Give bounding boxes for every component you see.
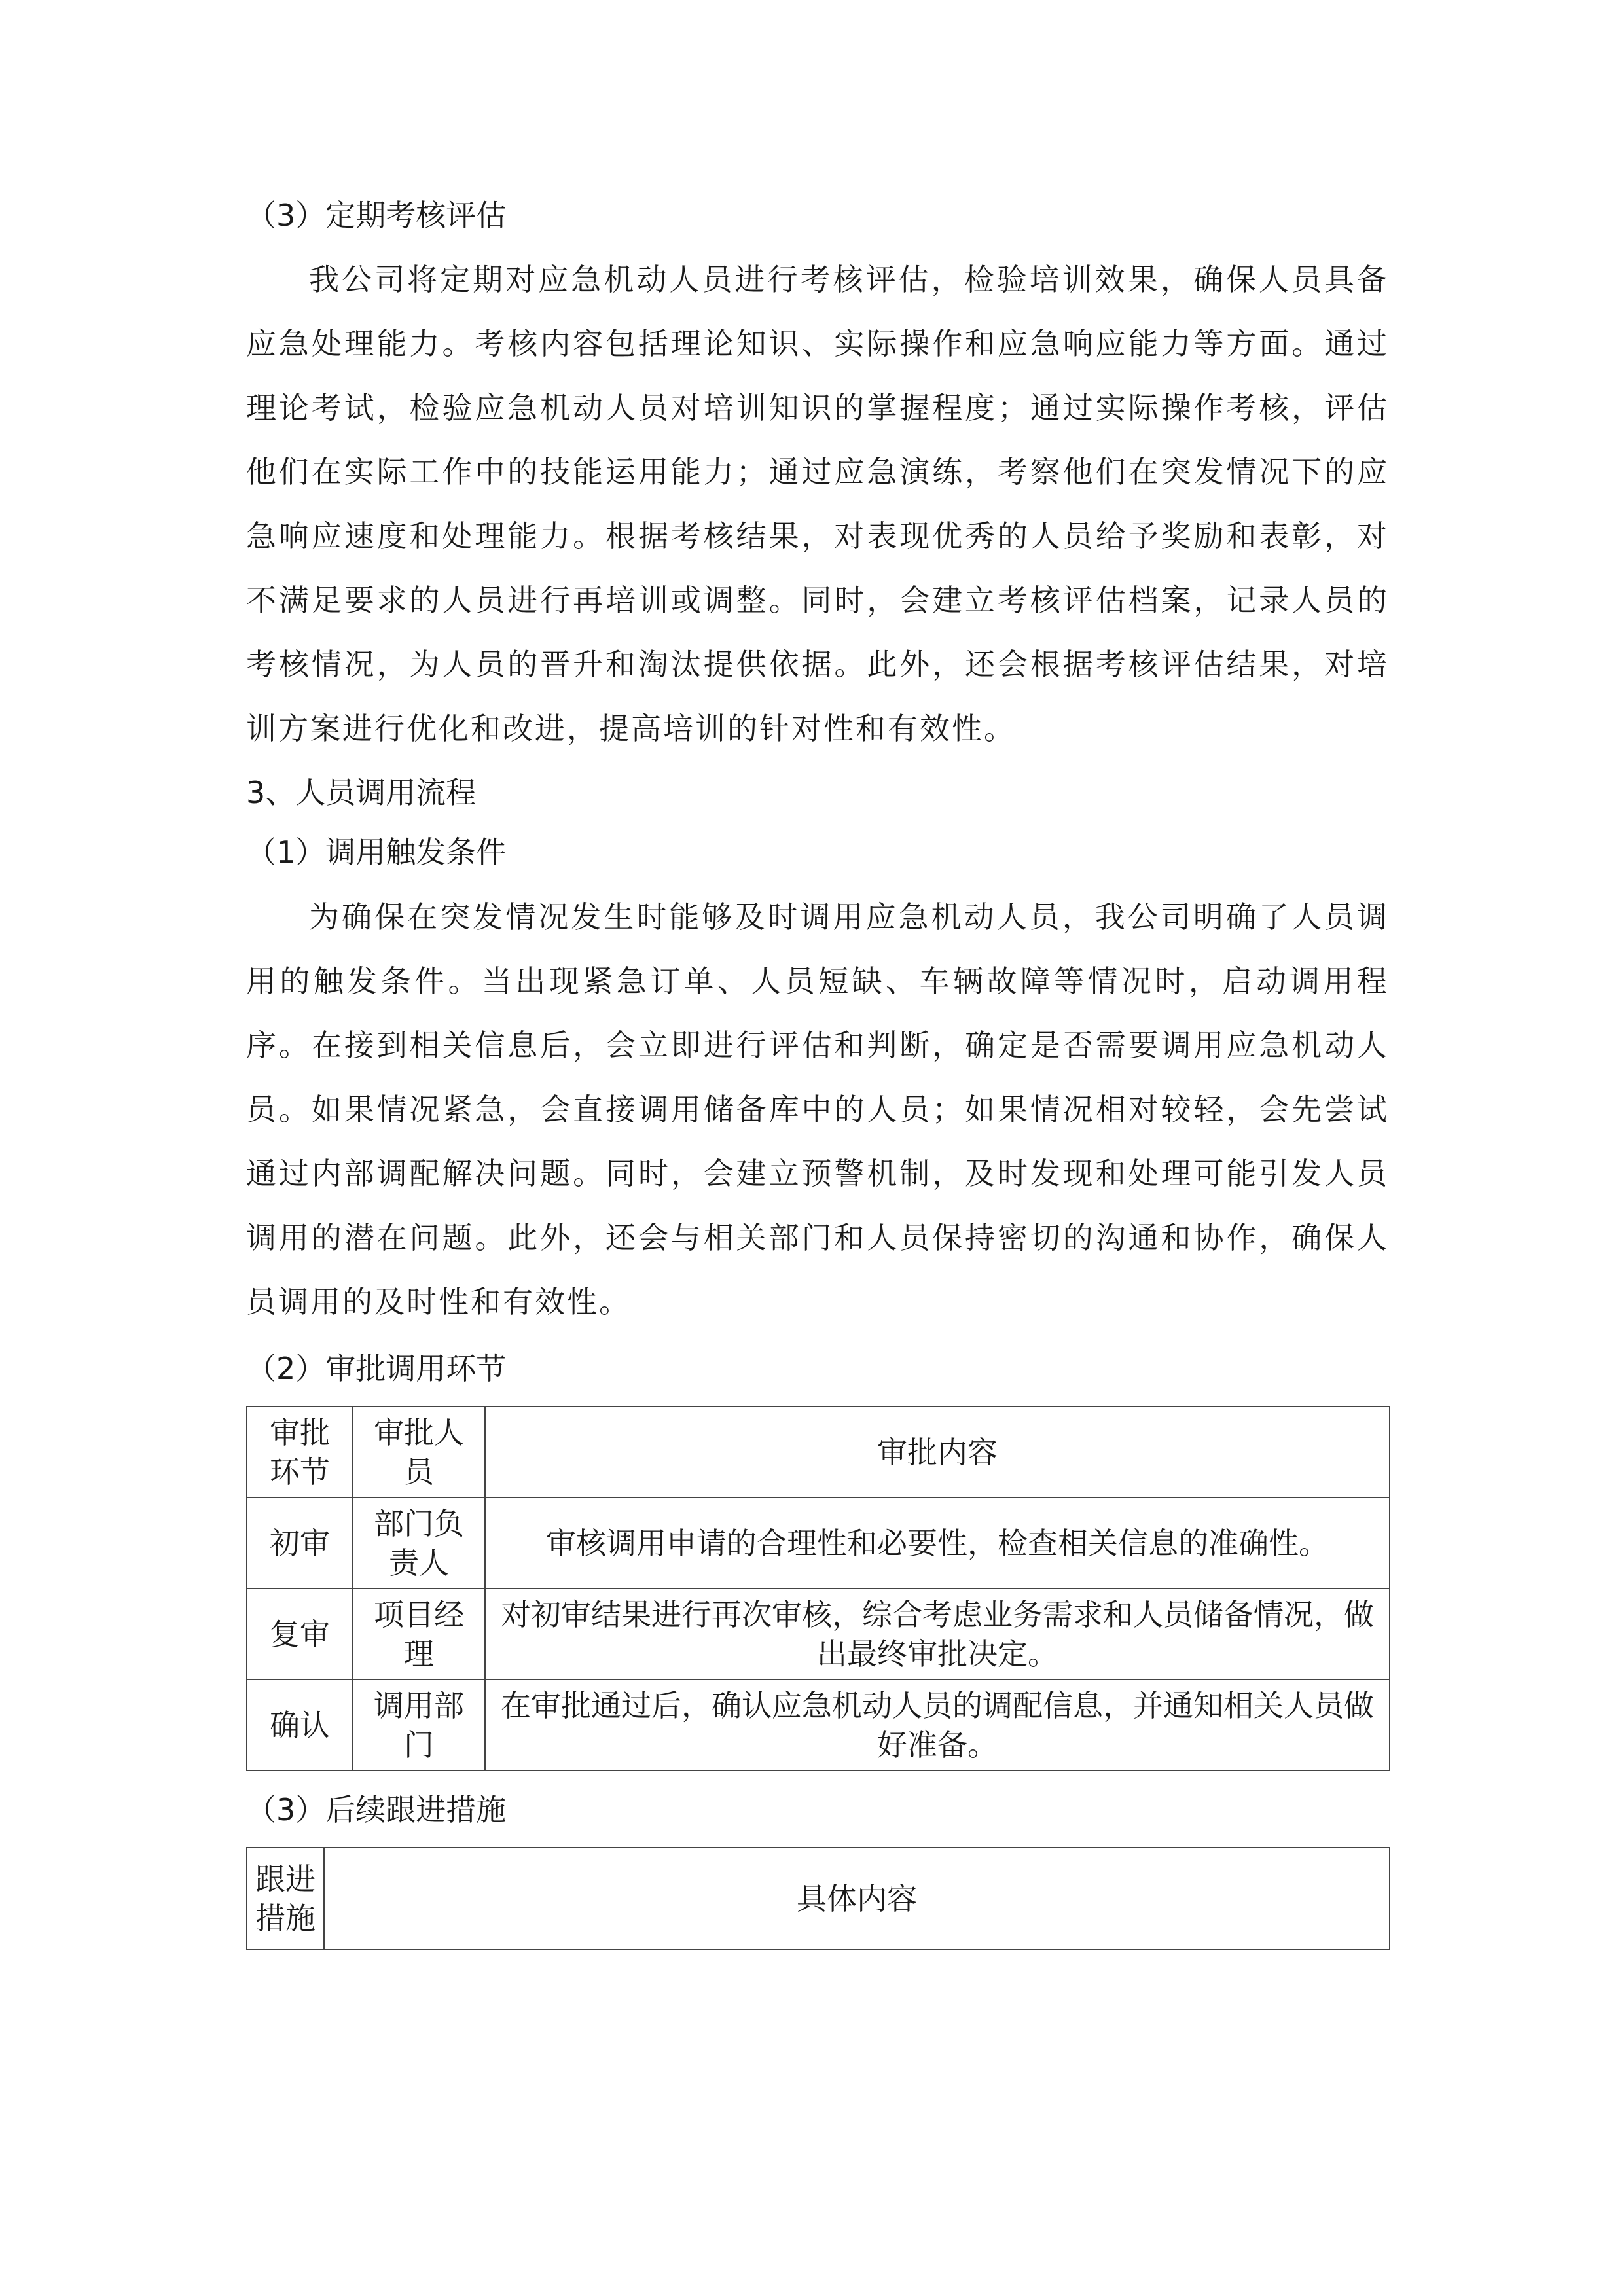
table-header-cell: 跟进措施	[247, 1848, 324, 1950]
table-header-row	[247, 1407, 1390, 1498]
section-heading-periodic-assessment: （3）定期考核评估	[246, 198, 507, 233]
table-cell-approver: 部门负责人	[353, 1498, 485, 1588]
section-heading-followup: （3）后续跟进措施	[246, 1792, 507, 1827]
section-heading-trigger-conditions: （1）调用触发条件	[246, 834, 507, 870]
paragraph-trigger-conditions: 为确保在突发情况发生时能够及时调用应急机动人员，我公司明确了人员调用的触发条件。当出现紧急订单、人员短缺、车辆故障等情况时，启动调用程序。在接到相关信息后，会立即进行评估和判断，确定是否需要调用应急机动人员。如果情况紧急，会直接调用储备库中的人员；如果情况相对较轻，会先尝试通过内部调配解决问题。同时，会建立预警机制，及时发现和处理可能引发人员调用的潜在问题。此外，还会与相关部门和人员保持密切的沟通和协作，确保人员调用的及时性和有效性。	[246, 899, 1389, 1319]
table-cell-content: 在审批通过后，确认应急机动人员的调配信息，并通知相关人员做好准备。	[485, 1679, 1390, 1770]
approval-table	[246, 1406, 1390, 1771]
table-row	[247, 1498, 1390, 1588]
table-cell-stage: 初审	[247, 1498, 353, 1588]
table-cell-content: 审核调用申请的合理性和必要性，检查相关信息的准确性。	[485, 1498, 1390, 1588]
table-cell-stage: 确认	[247, 1679, 353, 1770]
table-header-cell: 审批人员	[353, 1407, 485, 1498]
followup-table	[246, 1847, 1390, 1950]
section-heading-personnel-dispatch: 3、人员调用流程	[246, 775, 477, 810]
table-cell-approver: 调用部门	[353, 1679, 485, 1770]
table-header-cell: 具体内容	[324, 1848, 1390, 1950]
table-header-cell: 审批环节	[247, 1407, 353, 1498]
document-body	[246, 183, 1389, 1950]
table-header-row	[247, 1848, 1390, 1950]
table-row	[247, 1588, 1390, 1679]
table-cell-stage: 复审	[247, 1588, 353, 1679]
table-row	[247, 1679, 1390, 1770]
section-heading-approval: （2）审批调用环节	[246, 1351, 507, 1386]
paragraph-assessment: 我公司将定期对应急机动人员进行考核评估，检验培训效果，确保人员具备应急处理能力。考核内容包括理论知识、实际操作和应急响应能力等方面。通过理论考试，检验应急机动人员对培训知识的掌握程度；通过实际操作考核，评估他们在实际工作中的技能运用能力；通过应急演练，考察他们在突发情况下的应急响应速度和处理能力。根据考核结果，对表现优秀的人员给予奖励和表彰，对不满足要求的人员进行再培训或调整。同时，会建立考核评估档案，记录人员的考核情况，为人员的晋升和淘汰提供依据。此外，还会根据考核评估结果，对培训方案进行优化和改进，提高培训的针对性和有效性。	[246, 262, 1389, 746]
table-header-cell: 审批内容	[485, 1407, 1390, 1498]
table-cell-approver: 项目经理	[353, 1588, 485, 1679]
table-cell-content: 对初审结果进行再次审核，综合考虑业务需求和人员储备情况，做出最终审批决定。	[485, 1588, 1390, 1679]
